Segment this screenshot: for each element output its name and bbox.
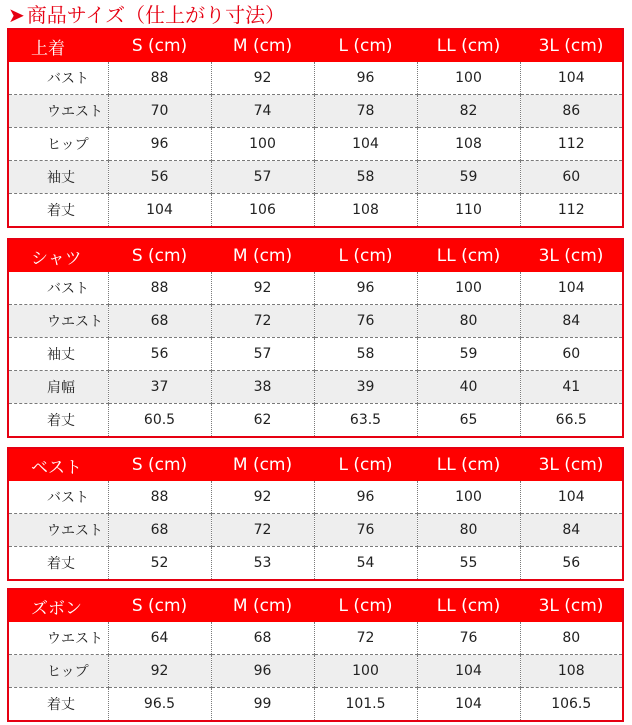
table-cell: 68 [108, 514, 211, 547]
table-cell: 72 [314, 622, 417, 655]
table-cell: 41 [520, 371, 623, 404]
table-cell: 108 [417, 128, 520, 161]
row-label: ウエスト [8, 514, 108, 547]
table-cell: 80 [417, 514, 520, 547]
column-header: S (cm) [108, 29, 211, 62]
table-cell: 84 [520, 305, 623, 338]
column-header: LL (cm) [417, 448, 520, 481]
column-header: 3L (cm) [520, 239, 623, 272]
row-label: ヒップ [8, 655, 108, 688]
table-cell: 59 [417, 161, 520, 194]
table-cell: 99 [211, 688, 314, 722]
table-cell: 60.5 [108, 404, 211, 438]
table-cell: 100 [417, 272, 520, 305]
table-cell: 38 [211, 371, 314, 404]
table-cell: 92 [108, 655, 211, 688]
table-cell: 62 [211, 404, 314, 438]
table-cell: 84 [520, 514, 623, 547]
column-header: M (cm) [211, 239, 314, 272]
table-cell: 56 [520, 547, 623, 581]
table-cell: 80 [562, 630, 581, 646]
table-cell: 72 [211, 305, 314, 338]
table-cell: 88 [108, 62, 211, 95]
size-table-pants [7, 588, 624, 722]
table-cell: 104 [314, 128, 417, 161]
table-row [8, 272, 623, 305]
table-category-label: 上着 [8, 29, 108, 62]
column-header: L (cm) [314, 29, 417, 62]
column-header: M (cm) [211, 589, 314, 622]
table-cell: 112 [520, 128, 623, 161]
table-cell: 54 [314, 547, 417, 581]
table-row [8, 128, 623, 161]
column-header: L (cm) [314, 589, 417, 622]
table-cell: 86 [520, 95, 623, 128]
table-cell: 40 [417, 371, 520, 404]
table-cell: 92 [211, 62, 314, 95]
table-cell: 112 [520, 194, 623, 228]
row-label: 着丈 [8, 404, 108, 438]
column-header: LL (cm) [417, 29, 520, 62]
table-cell: 55 [417, 547, 520, 581]
table-header-row [8, 239, 623, 272]
table-row [8, 194, 623, 228]
table-cell: 58 [314, 338, 417, 371]
table-cell: 56 [108, 161, 211, 194]
row-label: 袖丈 [8, 338, 108, 371]
table-row [8, 688, 623, 722]
table-category-label: ズボン [8, 589, 108, 622]
row-label: ウエスト [8, 622, 108, 655]
table-cell: 68 [211, 622, 314, 655]
table-row [8, 481, 623, 514]
row-label: バスト [8, 481, 108, 514]
table-cell: 66.5 [520, 404, 623, 438]
table-cell: 104 [557, 70, 585, 86]
column-header: S (cm) [108, 589, 211, 622]
column-header: S (cm) [108, 239, 211, 272]
table-row [8, 655, 623, 688]
table-cell: 108 [520, 655, 623, 688]
table-cell: 92 [211, 272, 314, 305]
table-cell: 58 [314, 161, 417, 194]
table-cell: 104 [557, 489, 585, 505]
table-cell: 96 [314, 62, 417, 95]
column-header: M (cm) [211, 448, 314, 481]
table-cell: 70 [108, 95, 211, 128]
page-title [8, 2, 285, 28]
table-row [8, 338, 623, 371]
table-header-row [8, 29, 623, 62]
row-label: 着丈 [8, 547, 108, 581]
table-header-row [8, 448, 623, 481]
table-cell: 104 [417, 688, 520, 722]
table-category-label: ベスト [8, 448, 108, 481]
row-label: 着丈 [8, 194, 108, 228]
table-category-label: シャツ [8, 239, 108, 272]
table-cell: 108 [314, 194, 417, 228]
table-cell: 101.5 [314, 688, 417, 722]
table-row [8, 622, 623, 655]
table-cell: 88 [108, 481, 211, 514]
column-header: LL (cm) [417, 239, 520, 272]
table-header-row [8, 589, 623, 622]
column-header: M (cm) [211, 29, 314, 62]
table-cell: 56 [108, 338, 211, 371]
table-cell: 80 [417, 305, 520, 338]
table-cell: 39 [314, 371, 417, 404]
table-cell: 68 [108, 305, 211, 338]
table-cell: 106 [211, 194, 314, 228]
size-table-shirt [7, 238, 624, 438]
table-cell: 65 [417, 404, 520, 438]
table-cell: 64 [108, 622, 211, 655]
arrow-right-icon: ➤ [8, 3, 25, 27]
table-cell: 63.5 [314, 404, 417, 438]
row-label: 着丈 [8, 688, 108, 722]
table-cell: 96 [314, 272, 417, 305]
table-cell: 37 [108, 371, 211, 404]
table-cell: 88 [108, 272, 211, 305]
column-header: 3L (cm) [520, 589, 623, 622]
size-table-vest [7, 447, 624, 581]
table-cell: 96 [314, 481, 417, 514]
size-table-jacket [7, 28, 624, 228]
table-row [8, 404, 623, 438]
table-cell: 57 [211, 338, 314, 371]
table-row [8, 305, 623, 338]
page-title-text: 商品サイズ（仕上がり寸法） [26, 3, 286, 27]
table-cell: 76 [314, 305, 417, 338]
table-cell: 76 [417, 622, 520, 655]
row-label: ヒップ [8, 128, 108, 161]
column-header: S (cm) [108, 448, 211, 481]
table-cell: 100 [417, 481, 520, 514]
table-cell: 74 [211, 95, 314, 128]
table-cell: 104 [417, 655, 520, 688]
table-row [8, 371, 623, 404]
table-cell: 104 [108, 194, 211, 228]
row-label: 袖丈 [8, 161, 108, 194]
table-cell: 110 [417, 194, 520, 228]
table-cell: 53 [211, 547, 314, 581]
table-cell: 59 [417, 338, 520, 371]
column-header: 3L (cm) [520, 29, 623, 62]
table-row [8, 514, 623, 547]
column-header: L (cm) [314, 239, 417, 272]
row-label: バスト [8, 272, 108, 305]
row-label: バスト [8, 62, 108, 95]
table-cell: 72 [211, 514, 314, 547]
table-cell: 96.5 [108, 688, 211, 722]
table-cell: 78 [314, 95, 417, 128]
table-row [8, 547, 623, 581]
table-cell: 92 [211, 481, 314, 514]
column-header: L (cm) [314, 448, 417, 481]
table-cell: 106.5 [520, 688, 623, 722]
table-cell: 100 [211, 128, 314, 161]
column-header: 3L (cm) [520, 448, 623, 481]
table-cell: 100 [417, 62, 520, 95]
column-header: LL (cm) [417, 589, 520, 622]
table-cell: 104 [557, 280, 585, 296]
table-cell: 52 [108, 547, 211, 581]
table-row [8, 62, 623, 95]
row-label: 肩幅 [8, 371, 108, 404]
table-cell: 96 [211, 655, 314, 688]
row-label: ウエスト [8, 305, 108, 338]
table-row [8, 95, 623, 128]
row-label: ウエスト [8, 95, 108, 128]
table-cell: 60 [520, 161, 623, 194]
table-cell: 82 [417, 95, 520, 128]
table-row [8, 161, 623, 194]
table-cell: 57 [211, 161, 314, 194]
table-cell: 100 [314, 655, 417, 688]
table-cell: 96 [108, 128, 211, 161]
table-cell: 60 [520, 338, 623, 371]
table-cell: 76 [314, 514, 417, 547]
